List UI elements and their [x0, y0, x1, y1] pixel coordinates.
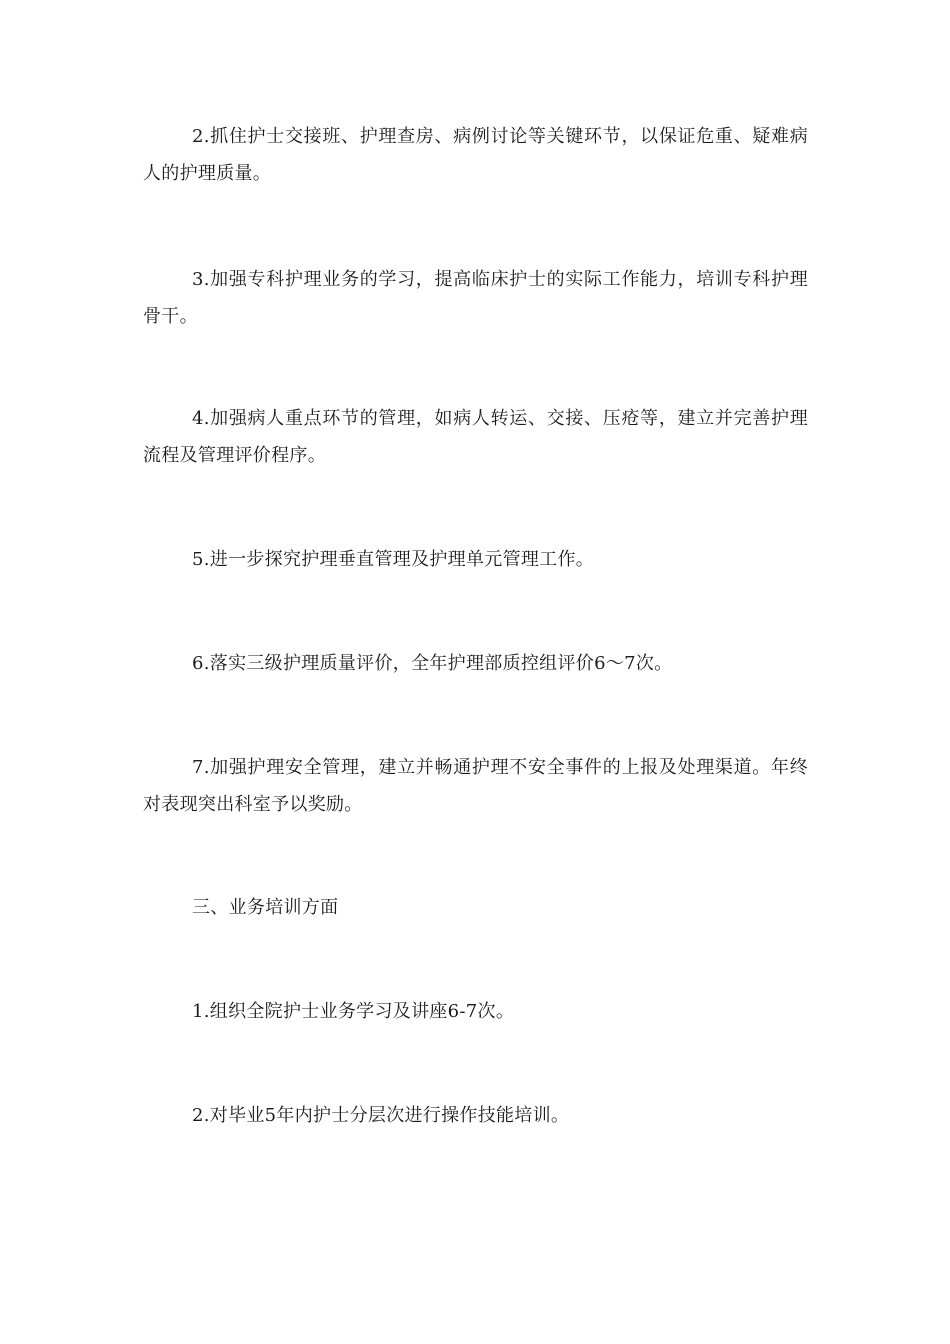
paragraph-item-7-safety-management: 7.加强护理安全管理，建立并畅通护理不安全事件的上报及处理渠道。年终对表现突出科室予以奖励。 [143, 757, 808, 815]
paragraph-training-item-1: 1.组织全院护士业务学习及讲座6-7次。 [192, 1001, 515, 1022]
paragraph-training-item-2: 2.对毕业5年内护士分层次进行操作技能培训。 [192, 1105, 570, 1126]
section-heading-training: 三、业务培训方面 [192, 897, 339, 918]
paragraph-item-2-handover: 2.抓住护士交接班、护理查房、病例讨论等关键环节，以保证危重、疑难病人的护理质量。 [143, 126, 808, 184]
paragraph-item-4-key-links: 4.加强病人重点环节的管理，如病人转运、交接、压疮等，建立并完善护理流程及管理评价程序。 [143, 408, 808, 466]
paragraph-item-3-specialty-training: 3.加强专科护理业务的学习，提高临床护士的实际工作能力，培训专科护理骨干。 [143, 269, 808, 327]
paragraph-item-5-vertical-management: 5.进一步探究护理垂直管理及护理单元管理工作。 [192, 549, 595, 570]
paragraph-item-6-quality-evaluation: 6.落实三级护理质量评价，全年护理部质控组评价6～7次。 [192, 653, 673, 674]
